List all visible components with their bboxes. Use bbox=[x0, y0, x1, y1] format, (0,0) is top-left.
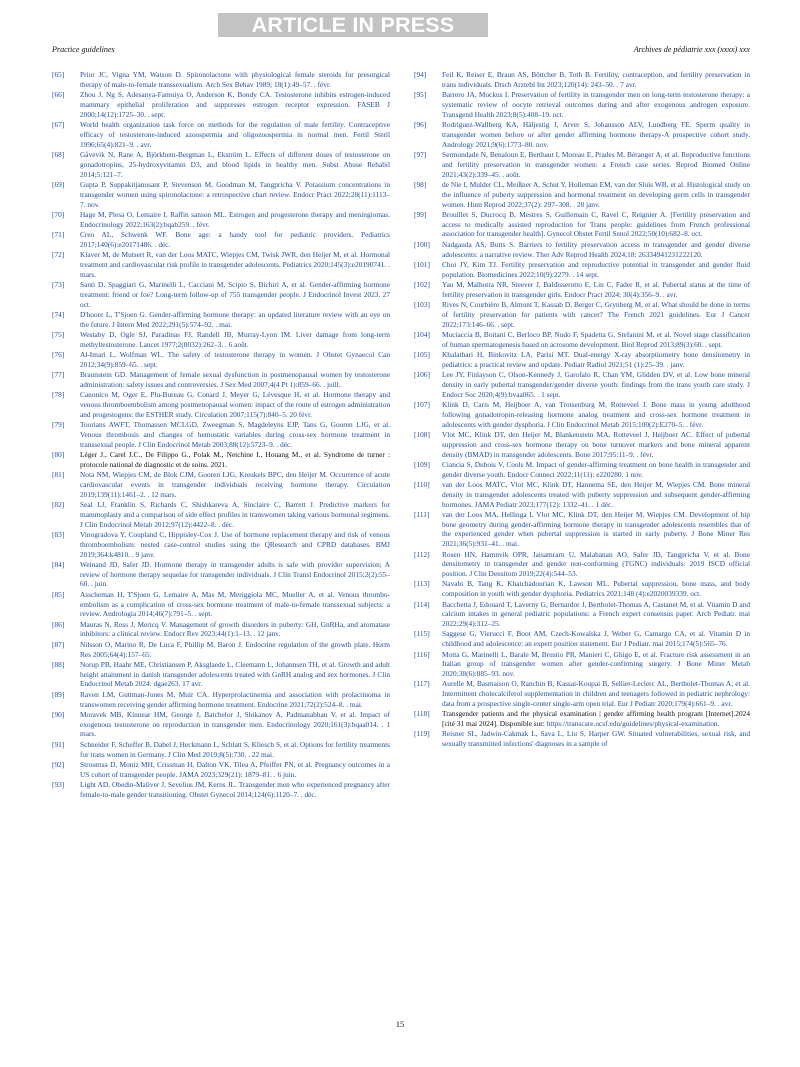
reference-text[interactable]: Creo AL, Schwenk WF. Bone age: a handy tool for pediatric providers. Pediatrics 2017;140(6):e20171486. . déc. bbox=[80, 229, 390, 249]
reference-number[interactable]: [103] bbox=[414, 299, 430, 309]
reference-item bbox=[52, 660, 390, 690]
reference-number[interactable]: [107] bbox=[414, 399, 430, 409]
reference-text[interactable]: Reisner SL, Jadwin-Cakmak L, Sava L, Liu S, Harper GW. Situated vulnerabilities, sexual risk, and sexually transmitted infections' diagnoses in a sample of bbox=[442, 729, 750, 749]
reference-item bbox=[52, 150, 390, 180]
reference-text[interactable]: Raven LM, Guttman-Jones M, Muir CA. Hyperprolactinemia and association with prolactinoma in transwomen receiving gender affirming hormone treatment. Endocrine 2021;72(2):524–8. . mai. bbox=[80, 689, 390, 709]
reference-item bbox=[52, 590, 390, 620]
reference-text[interactable]: Rives N, Courbière B, Almont T, Kassab D, Berger C, Grynberg M, et al. What should be done in terms of fertility preservation for patients with cancer? The French 2021 guidelines. Eur J Cancer 2022;173:146–66. . sept. bbox=[442, 299, 750, 329]
reference-number[interactable]: [66] bbox=[52, 90, 65, 100]
article-in-press-banner: ARTICLE IN PRESS bbox=[218, 13, 488, 37]
reference-number[interactable]: [86] bbox=[52, 619, 65, 629]
reference-item bbox=[414, 510, 750, 549]
reference-item bbox=[52, 710, 390, 740]
reference-number[interactable]: [108] bbox=[414, 429, 430, 439]
reference-item bbox=[52, 330, 390, 350]
reference-item bbox=[414, 400, 750, 430]
reference-item bbox=[414, 120, 750, 150]
reference-number[interactable]: [119] bbox=[414, 729, 430, 739]
reference-item bbox=[414, 480, 750, 510]
reference-item bbox=[52, 470, 390, 500]
reference-number[interactable]: [83] bbox=[52, 529, 65, 539]
reference-text[interactable]: Nilsson O, Marino R, De Luca F, Phillip M, Baron J. Endocrine regulation of the growth plate. Horm Res 2005;64(4):157–65. bbox=[80, 639, 390, 659]
reference-number[interactable]: [78] bbox=[52, 390, 65, 400]
reference-number[interactable]: [77] bbox=[52, 370, 65, 379]
reference-number[interactable]: [98] bbox=[414, 179, 427, 189]
reference-item bbox=[414, 430, 750, 460]
reference-text[interactable]: Ciancia S, Dubois V, Cools M. Impact of gender-affirming treatment on bone health in transgender and gender diverse youth. Endocr Connect 2022;11(11): e220280. 1 nov. bbox=[442, 459, 750, 479]
reference-item bbox=[414, 550, 750, 580]
reference-text[interactable]: Bacchetta J, Edouard T, Laverny G, Bernardor J, Bertholet-Thomas A, Castanet M, et al. Vitamin D and calcium intakes in general pediatric populations: a French expert consensus paper. Arch Pediatr. mai 2022;29(4):312–25. bbox=[442, 599, 750, 629]
reference-number[interactable]: [114] bbox=[414, 599, 430, 609]
reference-number[interactable]: [94] bbox=[414, 70, 427, 79]
reference-text[interactable]: Prior JC, Vigna YM, Watson D. Spironolactone with physiological female steroids for presurgical therapy of male-to-female transsexualism. Arch Sex Behav 1989; 18(1):49–57. . févr. bbox=[80, 70, 390, 89]
reference-item bbox=[52, 450, 390, 470]
reference-item bbox=[52, 310, 390, 330]
reference-number[interactable]: [84] bbox=[52, 559, 65, 569]
reference-text[interactable]: Mauras N, Ross J, Mericq V. Management of growth disorders in puberty: GH, GnRHa, and aromatase inhibitors: a clinical review. Endocr Rev 2023;44(1):1–13. . 12 janv. bbox=[80, 619, 390, 639]
reference-item bbox=[414, 300, 750, 330]
reference-number[interactable]: [67] bbox=[52, 120, 65, 129]
reference-number[interactable]: [92] bbox=[52, 759, 65, 769]
reference-item bbox=[52, 530, 390, 560]
reference-text[interactable]: Stroumsa D, Moniz MH, Crissman H, Dalton VK, Tilea A, Pfeiffer PN, et al. Pregnancy outcomes in a US cohort of transgender people. JAMA 2023;329(21): 1879–81. . 6 juin. bbox=[80, 759, 390, 779]
reference-text[interactable]: Nadgauda AS, Butts S. Barriers to fertility preservation access in transgender and gender diverse adolescents: a narrative review. Ther Adv Reprod Health 2024;18: 26334941231222120. bbox=[442, 239, 750, 259]
reference-item bbox=[52, 560, 390, 590]
reference-number[interactable]: [101] bbox=[414, 259, 430, 269]
reference-text[interactable]: Zhou J, Ng S, Adesanya-Famuiya O, Anderson K, Bondy CA. Testosterone inhibits estrogen-induced mammary epithelial proliferation and suppresses estrogen receptor expression. FASEB J 2000;14(12):1725–30. . sept. bbox=[80, 90, 390, 119]
reference-item bbox=[414, 729, 750, 749]
reference-number[interactable]: [93] bbox=[52, 779, 65, 789]
reference-item bbox=[52, 120, 390, 150]
reference-text[interactable]: Al-Imari L, Wolfman WL. The safety of testosterone therapy in women. J Obstet Gynaecol Can 2012;34(9):859–65. . sept. bbox=[80, 349, 390, 369]
reference-text[interactable]: Vinogradova Y, Coupland C, Hippisley-Cox J. Use of hormone replacement therapy and risk of venous thromboembolism: nested case-control studies using the QResearch and CPRD databases. BMJ 2019;364:k4810. . 9 janv. bbox=[80, 529, 390, 559]
reference-text[interactable]: Norup PB, Haahr ME, Christiansen P, Aksglaede L, Cleemann L, Johannsen TH, et al. Growth and adult height attainment in danish transgender adolescents treated with GnRH analog and sex hormones. J Clin Endocrinol Metab 2024: dgae263. 17 avr. bbox=[80, 659, 390, 689]
reference-item bbox=[414, 600, 750, 630]
reference-text[interactable]: D'hoore L, T'Sjoen G. Gender-affirming hormone therapy: an updated literature review with an eye on the future. J Intern Med 2022;291(5):574–92. . mai. bbox=[80, 309, 390, 329]
reference-text[interactable]: Canonico M, Oger E, Plu-Bureau G, Conard J, Meyer G, Lévesque H, et al. Hormone therapy and venous thromboembolism among postmenopausal women: impact of the route of estrogen administration and progestogens: the ESTHER study. Circulation 2007;115(7):840–5. 20 févr. bbox=[80, 390, 390, 419]
reference-number[interactable]: [88] bbox=[52, 659, 65, 669]
reference-text[interactable]: World health organization task force on methods for the regulation of male fertility. Contraceptive efficacy of testosterone-induced azoospermia and oligozoospermia in normal men. Fertil Steril 1996;65(4):821–9. . avr. bbox=[80, 120, 390, 149]
page-number: 15 bbox=[395, 1019, 405, 1029]
reference-text[interactable]: Seal LJ, Franklin S, Richards C, Shishkareva A, Sinclaire C, Barrett J. Predictive markers for mammoplasty and a comparison of side effect profiles in transwomen taking various hormonal regimens. J Clin Endocrinol Metab 2012;97(12):4422–8. . déc. bbox=[80, 499, 390, 529]
references-column-left bbox=[52, 70, 390, 800]
reference-text[interactable]: Sermondade N, Benaloun E, Berthaut I, Moreau E, Prades M, Béranger A, et al. Reproductive functions and fertility preservation in transgender women: a French case series. Reprod Biomed Online 2021;43(2):339–45. . août. bbox=[442, 149, 750, 179]
reference-text[interactable]: Westaby D, Ogle SJ, Paradinas FJ, Randell JB, Murray-Lyon IM. Liver damage from long-term methyltestosterone. Lancet 1977;2(8032):262–3. . 6 août. bbox=[80, 329, 390, 349]
reference-item bbox=[52, 740, 390, 760]
reference-url-link[interactable]: https://transcare.ucsf.edu/guidelines/physical-examination. bbox=[546, 719, 720, 729]
reference-text[interactable]: Weinand JD, Safer JD. Hormone therapy in transgender adults is safe with provider supervision; A review of hormone therapy sequelae for transgender individuals. J Clin Transl Endocrinol 2015;2(2):55–60. . juin. bbox=[80, 559, 390, 589]
reference-text[interactable]: Yau M, Malhotra NR, Steever J, Baldisserotto E, Lin C, Fader R, et al. Pubertal status at the time of fertility preservation in transgender girls. Endocr Pract 2024; 30(4):356–9. . avr. bbox=[442, 279, 750, 299]
reference-text[interactable]: de Nie I, Mulder CL, Meißner A, Schut Y, Holleman EM, van der Sluis WB, et al. Histological study on the influence of puberty suppression and hormonal treatment on developing germ cells in transgender women. Hum Reprod 2022;37(2): 297–308. . 28 janv. bbox=[442, 179, 750, 209]
reference-item bbox=[52, 210, 390, 230]
reference-item bbox=[414, 679, 750, 709]
reference-text[interactable]: Aurelle M, Basmaison O, Ranchin B, Kassai-Koupai B, Sellier-Leclerc AL, Bertholet-Thomas A, et al. Intermittent cholecalciferol supplementation in children and teenagers followed in pediatric nephrology: data from a prospective single-center single-arm open trial. Eur J Pediatr 2020;179(4):661–9. . avr. bbox=[442, 679, 750, 709]
reference-number[interactable]: [65] bbox=[52, 70, 65, 79]
reference-text[interactable]: Schneider F, Scheffer B, Dabel J, Heckmann L, Schlatt S, Kliesch S, et al. Options for fertility treatments for trans women in Germany. J Clin Med 2019;8(5):730. . 22 mai. bbox=[80, 739, 390, 759]
reference-item bbox=[52, 390, 390, 420]
reference-number[interactable]: [99] bbox=[414, 209, 427, 219]
reference-text[interactable]: Klink D, Caris M, Heijboer A, van Trotsenburg M, Rotteveel J. Bone mass in young adulthood following gonadotropin-releasing hormone analog treatment and cross-sex hormone treatment in adolescents with gender dysphoria. J Clin Endocrinol Metab 2015;100(2):E270–5. . févr. bbox=[442, 399, 750, 429]
reference-number[interactable]: [73] bbox=[52, 279, 65, 289]
reference-item bbox=[414, 240, 750, 260]
reference-number[interactable]: [100] bbox=[414, 239, 430, 249]
reference-number[interactable]: [82] bbox=[52, 499, 65, 509]
reference-item bbox=[414, 350, 750, 370]
reference-text[interactable]: Moravek MB, Kinnear HM, George J, Batchelor J, Shikanov A, Padmanabhan V, et al. Impact of exogenous testosterone on reproduction in transgender men. Endocrinology 2020;161(3):bqaa014. . 1 mars. bbox=[80, 709, 390, 739]
reference-number[interactable]: [75] bbox=[52, 329, 65, 339]
reference-item bbox=[414, 90, 750, 120]
reference-number[interactable]: [97] bbox=[414, 149, 427, 159]
reference-text[interactable]: Light AD, Obedin-Maliver J, Sevelius JM, Kerns JL. Transgender men who experienced pregnancy after female-to-male gender transitioning. Obstet Gynecol 2014;124(6):1120–7. . déc. bbox=[80, 779, 390, 799]
reference-text[interactable]: Choi JY, Kim TJ. Fertility preservation and reproductive potential in transgender and gender fluid population. Biomedicines 2022;10(9):2279. . 14 sept. bbox=[442, 259, 750, 279]
reference-number[interactable]: [102] bbox=[414, 279, 430, 289]
reference-text[interactable]: Rodriguez-Wallberg KA, Häljestig J, Arver S, Johansson ALV, Lundberg FE. Sperm quality in transgender women before or after gender affirming hormone therapy-A prospective cohort study. Andrology 2021;9(6):1773–80. nov. bbox=[442, 120, 750, 149]
reference-text: Léger J., Carel J.C., De Filippo G., Polak M., Netchine I., Houang M., et al. Syndrome de turner : protocole national de diagnostic et de soins. 2021. bbox=[80, 449, 390, 469]
reference-item bbox=[52, 370, 390, 390]
reference-text[interactable]: Saggese G, Vierucci F, Boot AM, Czech-Kowalska J, Weber G, Camargo CA, et al. Vitamin D in childhood and adolescence: an expert position statement. Eur J Pediatr. mai 2015;174(5):565–76. bbox=[442, 629, 750, 649]
reference-number[interactable]: [85] bbox=[52, 589, 65, 599]
reference-item bbox=[52, 90, 390, 120]
reference-number[interactable]: [111] bbox=[414, 509, 430, 519]
reference-number[interactable]: [106] bbox=[414, 370, 430, 379]
reference-number[interactable]: [89] bbox=[52, 689, 65, 699]
reference-text[interactable]: Navabi B, Tang K, Khatchadourian K, Lawson ML. Pubertal suppression, bone mass, and body composition in youth with gender dysphoria. Pediatrics 2021;148 (4):e2020039339. oct. bbox=[442, 579, 750, 599]
reference-item bbox=[52, 690, 390, 710]
reference-item bbox=[52, 760, 390, 780]
reference-text[interactable]: Vlot MC, Klink DT, den Heijer M, Blankenstein MA, Rotteveel J, Heijboer AC. Effect of pubertal suppression and cross-sex hormone therapy on bone turnover markers and bone mineral apparent density (BMAD) in transgender adolescents. Bone 2017;95:11–9. . févr. bbox=[442, 429, 750, 459]
reference-item bbox=[52, 280, 390, 310]
reference-item bbox=[414, 650, 750, 680]
reference-number[interactable]: [117] bbox=[414, 679, 430, 689]
reference-item bbox=[52, 780, 390, 800]
reference-item bbox=[414, 629, 750, 649]
reference-item bbox=[414, 370, 750, 400]
reference-number[interactable]: [79] bbox=[52, 420, 65, 429]
reference-item bbox=[414, 70, 750, 90]
reference-item bbox=[414, 150, 750, 180]
reference-number[interactable]: [70] bbox=[52, 209, 65, 219]
reference-text[interactable]: van der Loos MATC, Vlot MC, Klink DT, Hannema SE, den Heijer M, Wiepjes CM. Bone mineral density in transgender adolescents treated with puberty suppression and subsequent gender-affirming hormones. JAMA Pediatr 2023;177(12): 1332–41. . 1 déc. bbox=[442, 479, 750, 509]
reference-text[interactable]: Lee JY, Finlayson C, Olson-Kennedy J, Garofalo R, Chan YM, Glidden DV, et al. Low bone mineral density in early pubertal transgender/gender diverse youth: findings from the trans youth care study. J Endocr Soc 2020;4(9):bvaa065. . 1 sept. bbox=[442, 370, 750, 399]
reference-text[interactable]: Asscheman H, T'Sjoen G, Lemaire A, Mas M, Meriggiola MC, Mueller A, et al. Venous thrombo-embolism as a complication of cross-sex hormone treatment of male-to-female transsexual subjects: a review. Andrologia 2014;46(7):791–5. . sept. bbox=[80, 589, 390, 619]
reference-text[interactable]: Toorians AWFT, Thomassen MCLGD, Zweegman S, Magdeleyns EJP, Tans G, Gooren LJG, et al. Venous thrombosis and changes of hemostatic variables during cross-sex hormone treatment in transsexual people. J Clin Endocrinol Metab 2003;88(12):5723–9. . déc. bbox=[80, 420, 390, 449]
reference-text[interactable]: Feil K, Reiser E, Braun AS, Böttcher B, Toth B. Fertility, contraception, and fertility preservation in trans individuals. Dtsch Arztebl Int 2023;120(14): 243–50. . 7 avr. bbox=[442, 70, 750, 89]
reference-text[interactable]: Brouillet S, Ducrocq B, Mestres S, Guillemain C, Ravel C, Reignier A. [Fertility preservation and access to medically assisted reproduction for Trans people: guidelines from French professional association for transgender health]. Gynecol Obstet Fertil Senol 2022;50(10):682–8. oct. bbox=[442, 209, 750, 239]
reference-item bbox=[52, 640, 390, 660]
reference-text[interactable]: Gåvevik N, Rane A, Björkhem-Bergman L, Ekström L. Effects of different doses of testosterone on gonadotropins, 25-hydroxyvitamin D3, and blood lipids in healthy men. Subst Abuse Rehabil 2014;5:121–7. bbox=[80, 149, 390, 179]
reference-text[interactable]: Nota NM, Wiepjes CM, de Blok CJM, Gooren LJG, Kreukels BPC, den Heijer M. Occurrence of acute cardiovascular events in transgender individuals receiving hormone therapy. Circulation 2019;139(11):1461–2. . 12 mars. bbox=[80, 470, 390, 499]
reference-number[interactable]: [118] bbox=[414, 709, 430, 719]
reference-text[interactable]: Klaver M, de Mutsert R, van der Loos MATC, Wiepjes CM, Twisk JWR, den Heijer M, et al. Hormonal treatment and cardiovascular risk profile in transgender adolescents. Pediatrics 2020;145(3):e20190741. . mars. bbox=[80, 249, 390, 279]
reference-item bbox=[52, 350, 390, 370]
reference-item bbox=[52, 420, 390, 450]
reference-number[interactable]: [96] bbox=[414, 120, 427, 129]
reference-number[interactable]: [68] bbox=[52, 149, 65, 159]
reference-item bbox=[52, 250, 390, 280]
reference-text[interactable]: Gupta P, Suppakitjanusant P, Stevenson M, Goodman M, Tangpricha V. Potassium concentrations in transgender women using spironolactone: a retrospective chart review. Endocr Pract 2022;28(11):1113–7. nov. bbox=[80, 179, 390, 209]
reference-number[interactable]: [112] bbox=[414, 549, 430, 559]
running-header-left: Practice guidelines bbox=[52, 45, 115, 54]
reference-number[interactable]: [116] bbox=[414, 649, 430, 659]
reference-text[interactable]: Motta G, Marinelli L, Barale M, Brustio PR, Manieri C, Ghigo E, et al. Fracture risk assessment in an Italian group of transgender women after gender-confirming surgery. J Bone Miner Metab 2020;38(6):885–93. nov. bbox=[442, 649, 750, 679]
reference-number[interactable]: [90] bbox=[52, 709, 65, 719]
reference-text[interactable]: Santi D, Spaggiari G, Marinelli L, Cacciani M, Scipio S, Bichiri A, et al. Gender-affirming hormone treatment: friend or foe? Long-term follow-up of 755 transgender people. J Endocrinol Invest 2023. 27 oct. bbox=[80, 279, 390, 309]
reference-item bbox=[52, 500, 390, 530]
reference-item bbox=[414, 180, 750, 210]
reference-number[interactable]: [71] bbox=[52, 229, 65, 239]
reference-number[interactable]: [69] bbox=[52, 179, 65, 189]
reference-item bbox=[414, 280, 750, 300]
reference-number[interactable]: [115] bbox=[414, 629, 430, 639]
reference-number[interactable]: [109] bbox=[414, 459, 430, 469]
reference-number[interactable]: [113] bbox=[414, 579, 430, 589]
reference-number[interactable]: [81] bbox=[52, 470, 65, 479]
reference-number[interactable]: [87] bbox=[52, 639, 65, 649]
reference-item bbox=[414, 709, 750, 729]
reference-item bbox=[414, 210, 750, 240]
reference-item bbox=[52, 620, 390, 640]
reference-text[interactable]: Braunstein GD. Management of female sexual dysfunction in postmenopausal women by testosterone administration: safety issues and controversies. J Sex Med 2007;4(4 Pt 1):859–66. . juill. bbox=[80, 370, 390, 389]
reference-number[interactable]: [95] bbox=[414, 90, 427, 100]
reference-text: Transgender patients and the physical examination | gender affirming health program [Internet].2024 [cité 31 mai 2024]. Disponible sur: https://transcare.ucsf.edu/guidelines/physical-examination. bbox=[442, 709, 750, 729]
reference-number[interactable]: [91] bbox=[52, 739, 65, 749]
reference-number[interactable]: [104] bbox=[414, 329, 430, 339]
reference-item bbox=[414, 260, 750, 280]
reference-number[interactable]: [105] bbox=[414, 349, 430, 359]
reference-number[interactable]: [72] bbox=[52, 249, 65, 259]
reference-text[interactable]: Rosen HN, Hamnvik OPR, Jaisamrarn U, Malabanan AO, Safer JD, Tangpricha V, et al. Bone densitometry in transgender and gender non-conforming (TGNC) individuals: 2019 ISCD official position. J Clin Densitom 2019;22(4):544–53. bbox=[442, 549, 750, 579]
reference-number[interactable]: [76] bbox=[52, 349, 65, 359]
reference-number[interactable]: [80] bbox=[52, 449, 65, 459]
running-header-right: Archives de pédiatrie xxx (xxxx) xxx bbox=[633, 45, 750, 54]
reference-item bbox=[414, 460, 750, 480]
reference-text[interactable]: Muciaccia B, Boitani C, Berloco BP, Nudo F, Spadetta G, Stefanini M, et al. Novel stage classification of human spermatogenesis based on acrosome development. Biol Reprod 2013;89(3):60. . sept. bbox=[442, 329, 750, 349]
reference-number[interactable]: [110] bbox=[414, 479, 430, 489]
references-column-right bbox=[414, 70, 750, 750]
reference-text[interactable]: Khalatbari H, Binkovitz LA, Parisi MT. Dual-energy X-ray absorptiometry bone densitometry in pediatrics: a practical review and update. Pediatr Radiol 2021;51 (1):25–39. . janv. bbox=[442, 349, 750, 369]
reference-number[interactable]: [74] bbox=[52, 309, 65, 319]
reference-text[interactable]: van der Loos MA, Hellinga I, Vlot MC, Klink DT, den Heijer M, Wiepjes CM. Development of hip bone geometry during gender-affirming hormone therapy in transgender adolescents resembles that of the experienced gender when pubertal suppression is started in early puberty. J Bone Miner Res 2021;36(5):931–41. . mai. bbox=[442, 509, 750, 549]
reference-item bbox=[414, 330, 750, 350]
reference-text[interactable]: Barrero JA, Mockus I. Preservation of fertility in transgender men on long-term testosterone therapy: a systematic review of oocyte retrieval outcomes during and after exogenous androgen exposure. Transgend Health 2023;8(5):408–19. oct. bbox=[442, 90, 750, 119]
reference-item bbox=[52, 230, 390, 250]
reference-text[interactable]: Hage M, Plesa O, Lemaire I. Raffin sanson ML. Estrogen and progesterone therapy and meningiomas. Endocrinology 2022;163(2):bqab259. . févr. bbox=[80, 209, 390, 229]
reference-item bbox=[52, 180, 390, 210]
reference-item bbox=[414, 579, 750, 599]
reference-item bbox=[52, 70, 390, 90]
